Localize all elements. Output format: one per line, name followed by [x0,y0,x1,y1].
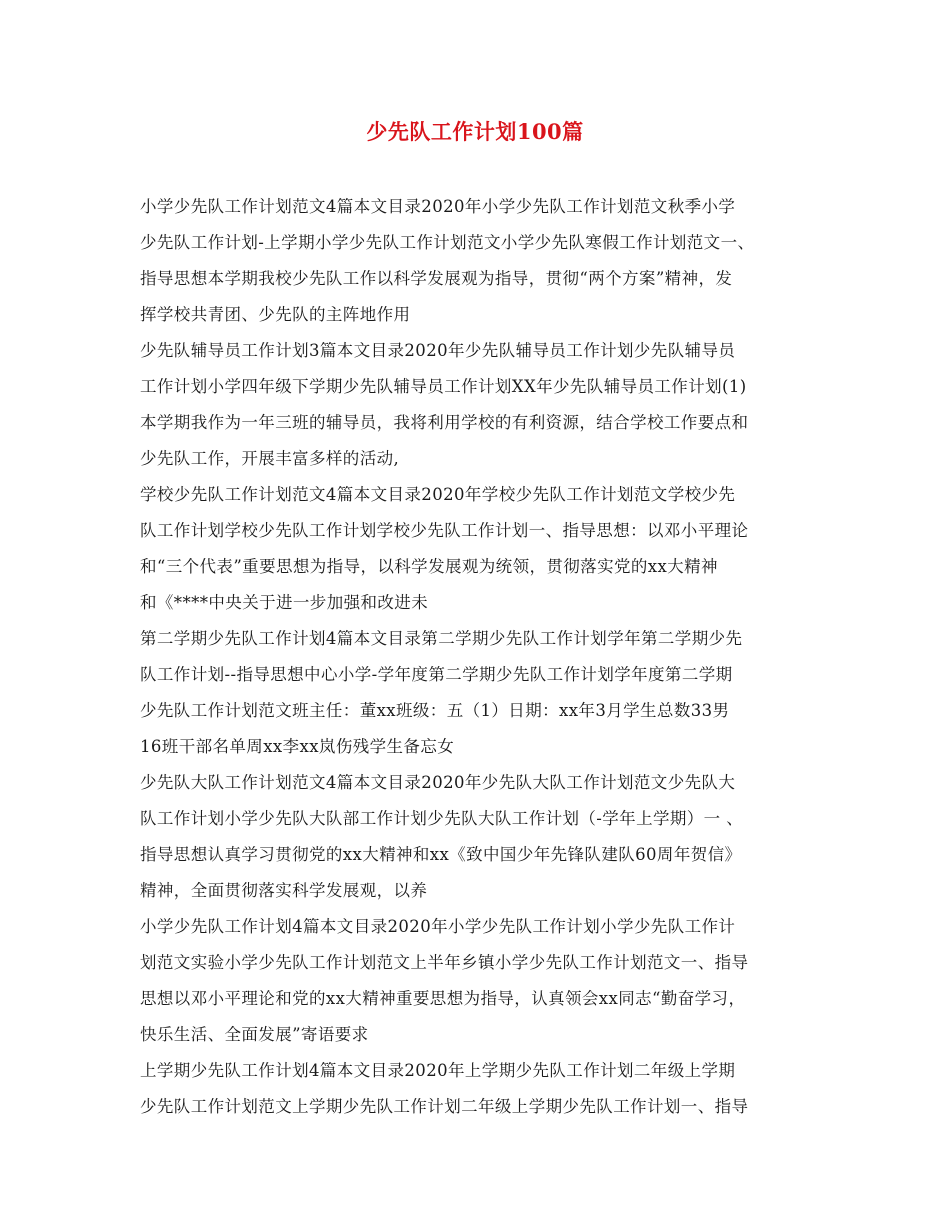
body-line: 16班干部名单周xx李xx岚伤残学生备忘女 [140,737,455,756]
body-line: 工作计划小学四年级下学期少先队辅导员工作计划XX年少先队辅导员工作计划(1) [140,377,747,396]
body-line: 少先队工作计划-上学期小学少先队工作计划范文小学少先队寒假工作计划范文一、 [140,233,755,252]
document-body [140,189,820,1125]
body-line: 少先队工作计划范文上学期少先队工作计划二年级上学期少先队工作计划一、指导 [140,1097,749,1116]
body-line: 划范文实验小学少先队工作计划范文上半年乡镇小学少先队工作计划范文一、指导 [140,953,749,972]
body-line: 指导思想认真学习贯彻党的xx大精神和xx《致中国少年先锋队建队60周年贺信》 [140,845,742,864]
body-line: 少先队辅导员工作计划3篇本文目录2020年少先队辅导员工作计划少先队辅导员 [140,341,736,360]
body-line: 和“三个代表”重要思想为指导，以科学发展观为统领，贯彻落实党的xx大精神 [140,557,718,576]
body-line: 精神，全面贯彻落实科学发展观，以养 [140,881,428,900]
body-line: 队工作计划--指导思想中心小学-学年度第二学期少先队工作计划学年度第二学期 [140,665,733,684]
body-line: 学校少先队工作计划范文4篇本文目录2020年学校少先队工作计划范文学校少先 [140,485,736,504]
body-line: 快乐生活、全面发展”寄语要求 [140,1025,369,1044]
body-line: 上学期少先队工作计划4篇本文目录2020年上学期少先队工作计划二年级上学期 [140,1061,736,1080]
body-line: 思想以邓小平理论和党的xx大精神重要思想为指导，认真领会xx同志“勤奋学习， [140,989,746,1008]
body-line: 指导思想本学期我校少先队工作以科学发展观为指导，贯彻“两个方案”精神，发 [140,269,733,288]
body-line: 挥学校共青团、少先队的主阵地作用 [140,305,411,324]
body-line: 本学期我作为一年三班的辅导员，我将利用学校的有利资源，结合学校工作要点和 [140,413,749,432]
body-line: 和《****中央关于进一步加强和改进未 [140,593,429,612]
body-line: 第二学期少先队工作计划4篇本文目录第二学期少先队工作计划学年第二学期少先 [140,629,743,648]
document-title: 少先队工作计划100篇 [366,119,584,144]
body-line: 队工作计划小学少先队大队部工作计划少先队大队工作计划（-学年上学期）一 、 [140,809,744,828]
body-line: 队工作计划学校少先队工作计划学校少先队工作计划一、指导思想：以邓小平理论 [140,521,749,540]
body-line: 少先队工作计划范文班主任：董xx班级：五（1）日期：xx年3月学生总数33男 [140,701,730,720]
body-line: 少先队大队工作计划范文4篇本文目录2020年少先队大队工作计划范文少先队大 [140,773,736,792]
body-line: 小学少先队工作计划4篇本文目录2020年小学少先队工作计划小学少先队工作计 [140,917,736,936]
body-line: 小学少先队工作计划范文4篇本文目录2020年小学少先队工作计划范文秋季小学 [140,197,736,216]
body-line: 少先队工作，开展丰富多样的活动, [140,449,400,468]
